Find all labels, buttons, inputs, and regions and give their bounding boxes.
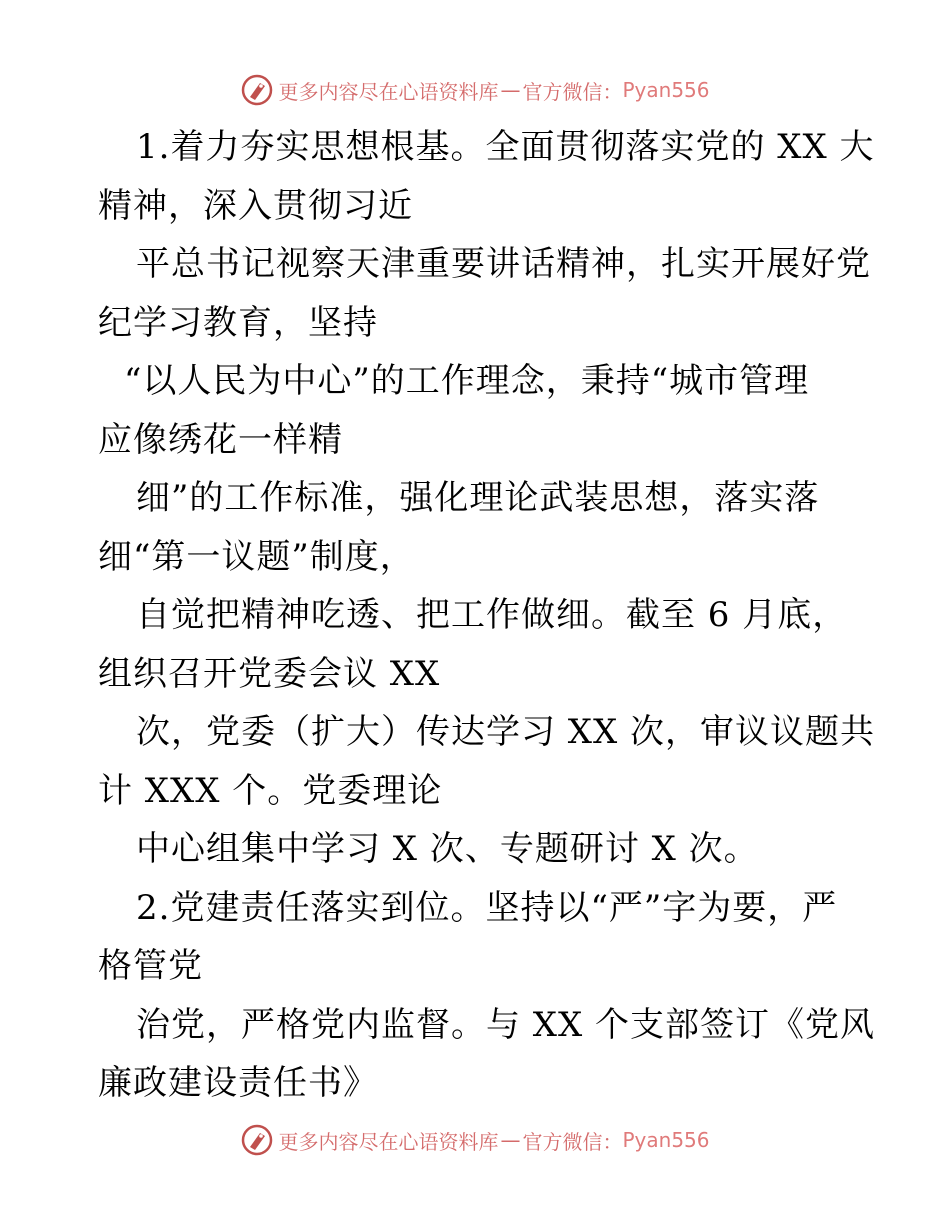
header-wechat-id: Pyan556 [622, 78, 710, 102]
paragraph-line: 纪学习教育，坚持 [98, 302, 378, 343]
paragraph-line: 平总书记视察天津重要讲话精神，扎实开展好党 [136, 244, 871, 284]
paragraph-line: 2.党建责任落实到位。坚持以“严”字为要，严 [136, 887, 838, 928]
paragraph-line: 次，党委（扩大）传达学习 XX 次，审议议题共 [136, 712, 876, 752]
header-brand-text: 更多内容尽在心语资料库 [278, 79, 499, 104]
footer-dash: — [500, 1128, 521, 1152]
paragraph-line: 治党，严格党内监督。与 XX 个支部签订《党风 [136, 1004, 876, 1045]
paragraph-line: 格管党 [98, 946, 203, 986]
paragraph-line: 1.着力夯实思想根基。全面贯彻落实党的 XX 大 [136, 127, 875, 167]
paragraph-line: 自觉把精神吃透、把工作做细。截至 6 月底， [136, 595, 848, 635]
footer-banner [0, 1120, 950, 1160]
paragraph-line: 中心组集中学习 X 次、专题研讨 X 次。 [136, 829, 759, 869]
paragraph-line: 计 XXX 个。党委理论 [98, 770, 443, 811]
footer-wechat-id: Pyan556 [622, 1128, 710, 1152]
header-dash: — [500, 78, 521, 102]
document-body [98, 118, 876, 1113]
header-banner [0, 70, 950, 110]
footer-brand-text: 更多内容尽在心语资料库 [278, 1129, 499, 1154]
pen-nib-logo-icon [240, 73, 274, 107]
header-wechat-label: 官方微信： [522, 79, 623, 104]
paragraph-line: 细”的工作标准，强化理论武装思想，落实落 [136, 478, 820, 518]
footer-wechat-label: 官方微信： [522, 1129, 623, 1154]
pen-nib-logo-icon [240, 1123, 274, 1157]
paragraph-line: 廉政建设责任书》 [98, 1063, 378, 1103]
paragraph-line: 细“第一议题”制度， [98, 536, 415, 577]
paragraph-line: 应像绣花一样精 [98, 419, 343, 460]
paragraph-line: 精神，深入贯彻习近 [98, 185, 413, 226]
paragraph-line: “以人民为中心”的工作理念，秉持“城市管理 [124, 361, 810, 401]
paragraph-line: 组织召开党委会议 XX [98, 653, 441, 694]
